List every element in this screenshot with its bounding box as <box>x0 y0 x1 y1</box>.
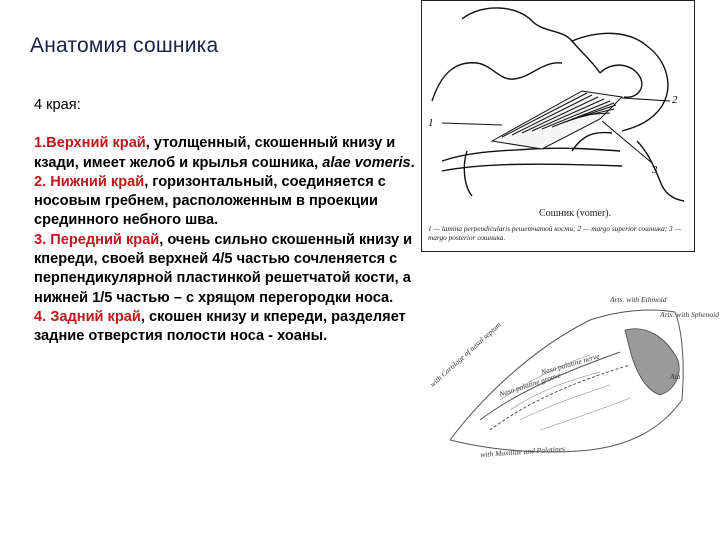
sinus-outline <box>600 65 642 97</box>
edge-upper-term: alae vomeris <box>322 154 411 171</box>
vomer-lateral-figure <box>420 290 720 540</box>
edge-upper-text: , утолщенный, скошенный книзу и кзади, имеет желоб и крылья сошника, <box>34 135 396 171</box>
edge-back <box>34 308 419 347</box>
edge-lower-name: 2. Нижний край <box>34 173 145 190</box>
pointer-2 <box>622 98 670 101</box>
label-maxillae: with Maxillae and Palatines <box>480 444 566 459</box>
label-ethmoid: Arts. with Ethmoid <box>610 295 667 304</box>
description-text <box>34 96 419 347</box>
edge-lower <box>34 173 419 231</box>
label-2: 2 <box>672 94 678 106</box>
vomer-lateral-drawing <box>420 290 720 540</box>
vomer-section-drawing <box>422 1 693 206</box>
edge-upper <box>34 134 419 173</box>
edge-lower-text: , горизонтальный, соединяется с носовым гребнем, расположенным в проекции срединного небного шва. <box>34 173 386 229</box>
edge-front <box>34 231 419 308</box>
label-nerve: Naso palatine nerve <box>540 351 601 377</box>
intro-line: 4 края: <box>34 97 81 113</box>
label-cartilage: with Cartilage of nasal septum <box>428 320 503 389</box>
figure1-caption: Сошник (vomer). <box>539 208 612 219</box>
spacer <box>34 115 419 134</box>
palate-lower-outline <box>442 164 622 171</box>
palate-outline <box>442 148 620 161</box>
edge-upper-end: . <box>410 154 415 171</box>
incisor-outline <box>464 151 472 196</box>
label-ala: Ala <box>670 372 681 381</box>
label-sphenoid: Arts. with Sphenoid <box>660 310 719 319</box>
edge-front-name: 3. Передний край <box>34 231 160 248</box>
pointer-3 <box>602 121 652 163</box>
label-1: 1 <box>428 117 434 129</box>
edge-upper-name: 1.Верхний край <box>34 135 146 152</box>
label-3: 3 <box>652 164 658 176</box>
pointer-1 <box>442 123 502 125</box>
edge-back-text: , скошен книзу и кпереди, разделяет задние отверстия полости носа - хоаны. <box>34 308 406 345</box>
pharynx-outline <box>637 141 684 201</box>
vomer-lower-edge <box>450 400 682 452</box>
vomer-ala <box>625 329 679 395</box>
label-groove: Naso palatine groove <box>498 370 562 399</box>
figure1-legend: 1 — lamina perpendicularis решетчатой кости; 2 — margo superior сошника; 3 — margo posterior сошника. <box>428 224 681 242</box>
edge-front-text: , очень сильно скошенный книзу и кпереди, своей верхней 4/5 частью сочленяется с перпендикулярной пластинкой решетчатой кости, а нижней 1/5 частью – с хрящом перегородки носа. <box>34 231 413 306</box>
ethmoid-outline <box>432 63 562 101</box>
edge-back-name: 4. Задний край <box>34 308 141 325</box>
skull-outline <box>462 8 600 73</box>
vomer-body <box>492 91 622 149</box>
page-title: Анатомия сошника <box>30 34 219 57</box>
